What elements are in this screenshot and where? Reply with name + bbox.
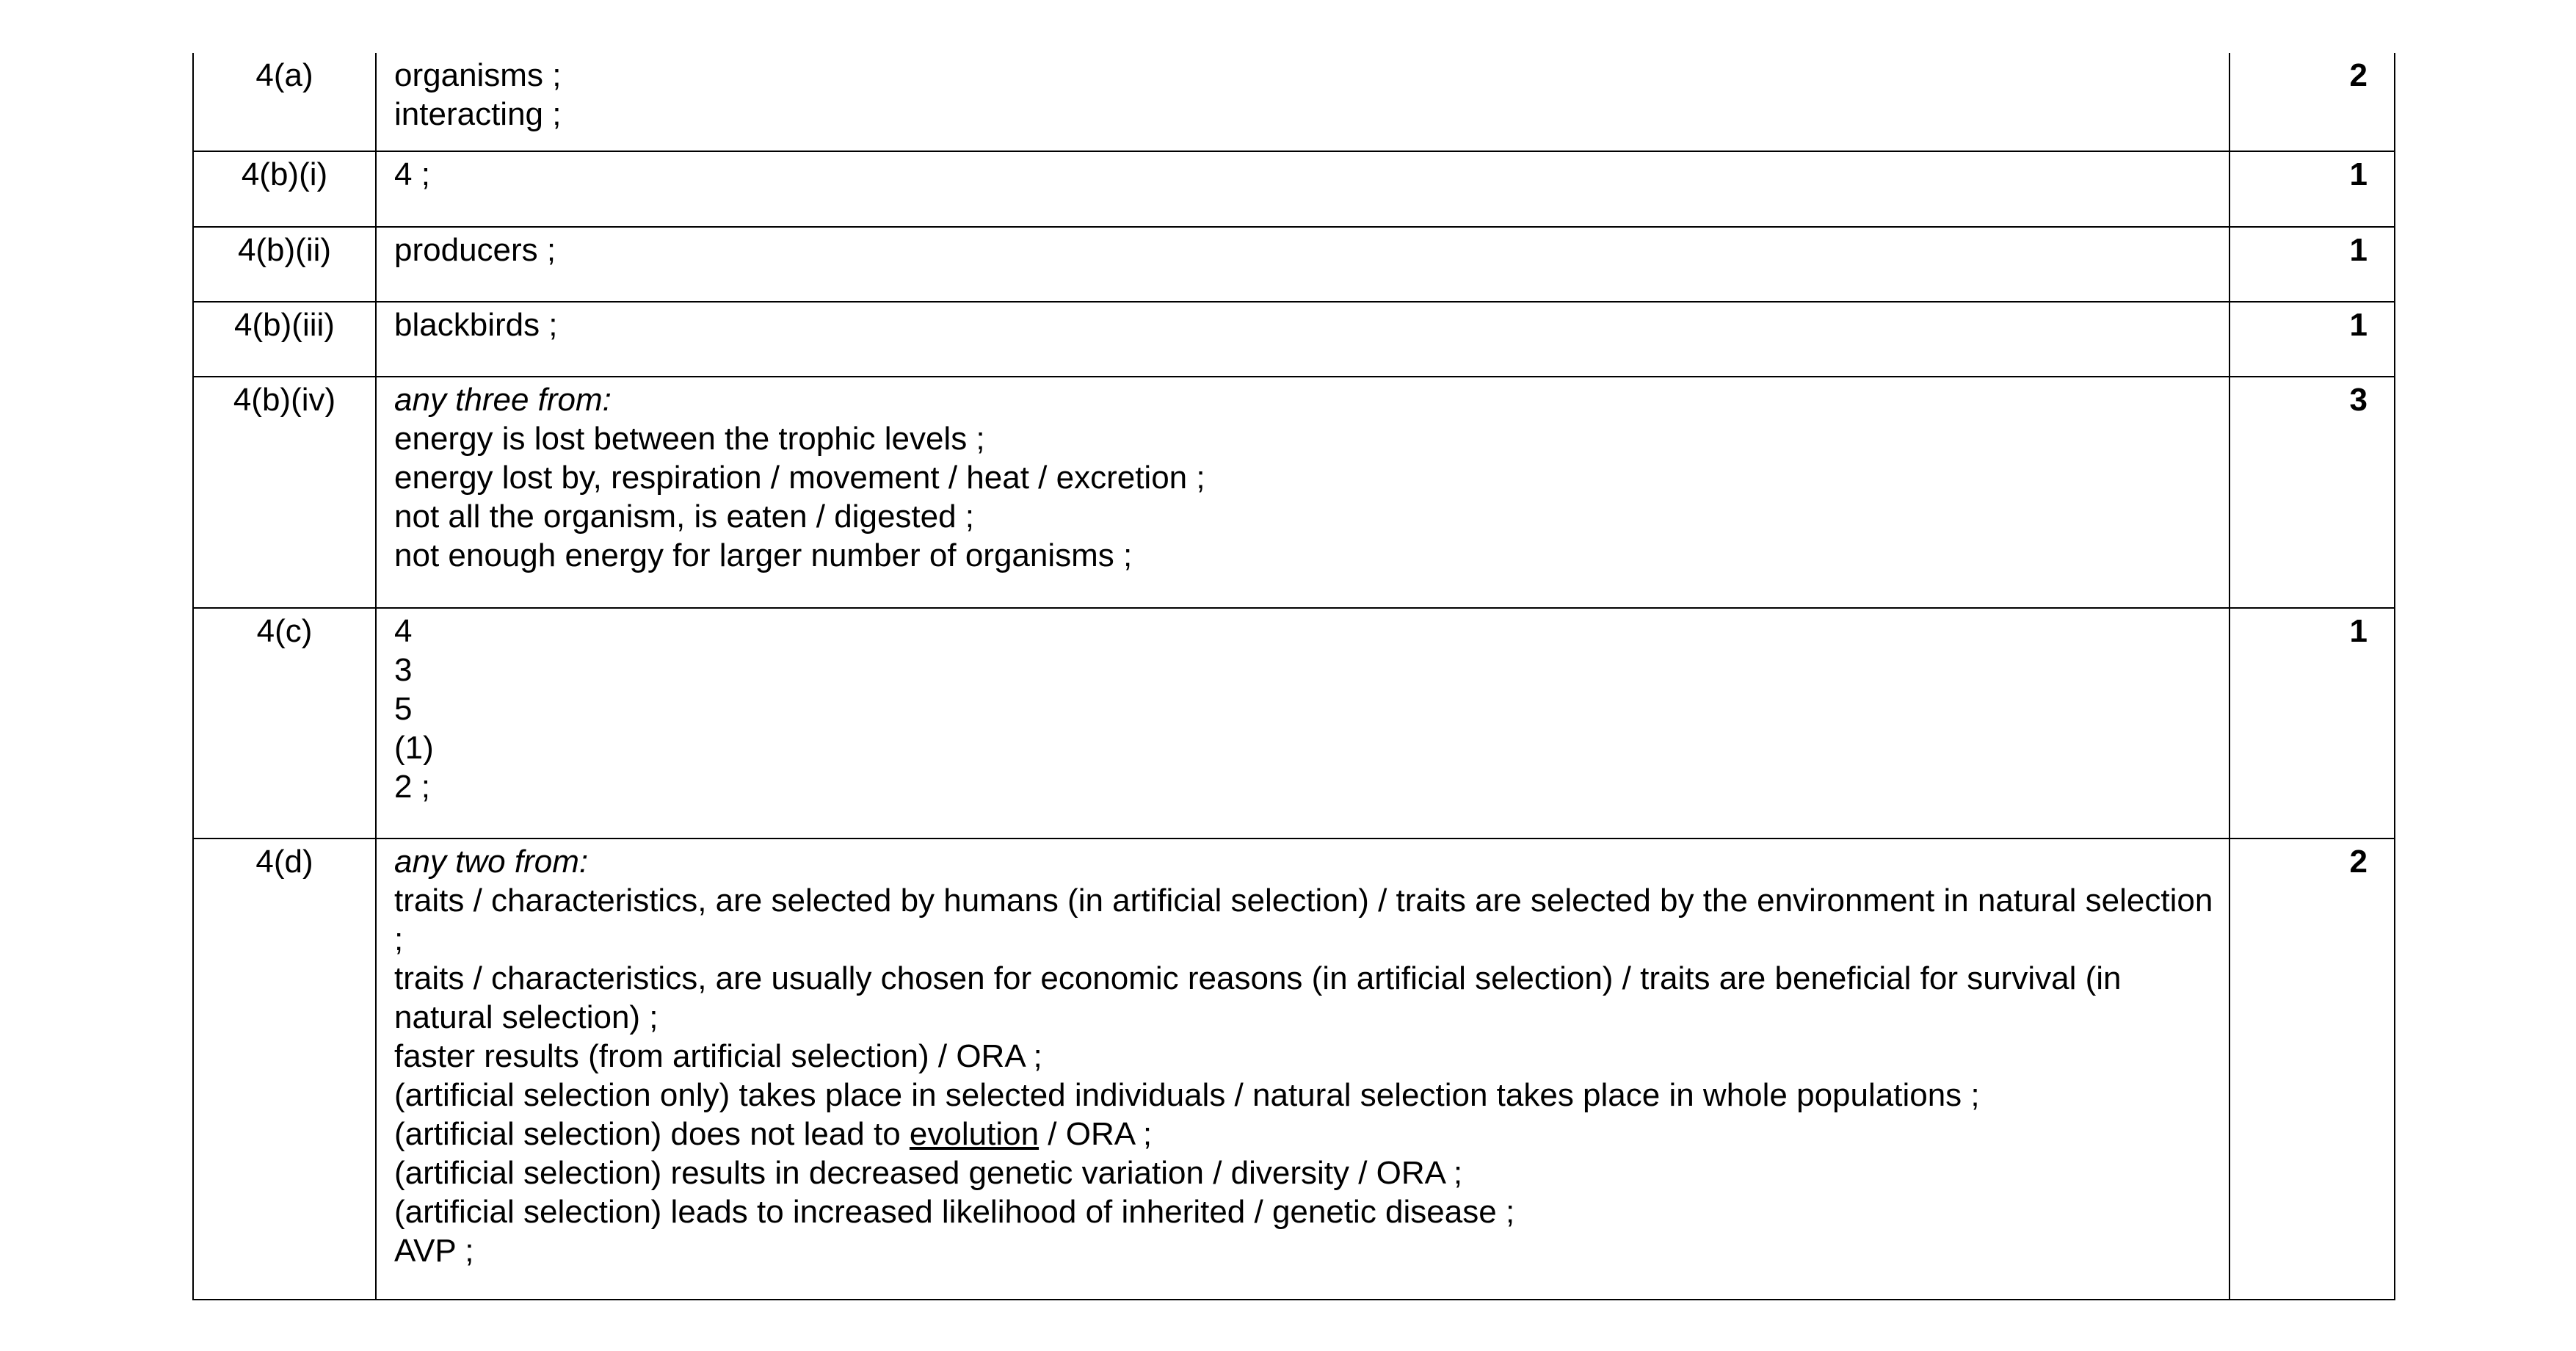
table-row: [193, 227, 2395, 302]
marks: 1: [2229, 608, 2395, 839]
answer-line: 2 ;: [394, 769, 430, 805]
question-number: 4(b)(iv): [193, 377, 376, 608]
answer-cell: [376, 53, 2229, 151]
question-number: 4(d): [193, 839, 376, 1300]
answer-line: energy lost by, respiration / movement / heat / excretion ;: [394, 460, 1205, 496]
answer-cell: [376, 227, 2229, 302]
table-row: [193, 151, 2395, 227]
answer-line: faster results (from artificial selection) / ORA ;: [394, 1038, 1042, 1074]
marks: 2: [2229, 839, 2395, 1300]
answer-cell: [376, 302, 2229, 377]
question-number: 4(b)(ii): [193, 227, 376, 302]
answer-line: energy is lost between the trophic levels ;: [394, 421, 985, 457]
table-row: [193, 302, 2395, 377]
answer-line: (1): [394, 730, 434, 766]
table-row: [193, 839, 2395, 1300]
answer-line: [394, 1115, 2214, 1153]
answer-line: 3: [394, 652, 413, 688]
marks: 1: [2229, 151, 2395, 227]
answer-cell: [376, 151, 2229, 227]
answer-line: traits / characteristics, are selected by humans (in artificial selection) / traits are selected by the environment in natural selection ;: [394, 883, 2222, 957]
answer-line: interacting ;: [394, 96, 562, 132]
answer-line: traits / characteristics, are usually chosen for economic reasons (in artificial selection) / traits are beneficial for survival (in natural selection) ;: [394, 960, 2130, 1035]
answer-text: (artificial selection) does not lead to: [394, 1116, 910, 1152]
answer-line: producers ;: [394, 232, 556, 268]
table-row: [193, 53, 2395, 151]
answer-line: AVP ;: [394, 1233, 474, 1269]
answer-cell: [376, 839, 2229, 1300]
marks: 1: [2229, 302, 2395, 377]
marks: 2: [2229, 53, 2395, 151]
answer-line: 5: [394, 691, 413, 727]
question-number: 4(c): [193, 608, 376, 839]
answer-line: blackbirds ;: [394, 307, 558, 343]
underlined-keyword: evolution: [909, 1116, 1040, 1152]
mark-scheme-table: [192, 53, 2395, 1300]
answer-intro: any two from:: [394, 844, 589, 880]
question-number: 4(b)(i): [193, 151, 376, 227]
answer-line: (artificial selection only) takes place in selected individuals / natural selection takes place in whole populations ;: [394, 1077, 1980, 1113]
answer-cell: [376, 608, 2229, 839]
answer-line: (artificial selection) leads to increased likelihood of inherited / genetic disease ;: [394, 1194, 1515, 1230]
marks: 1: [2229, 227, 2395, 302]
answer-line: not enough energy for larger number of organisms ;: [394, 537, 1133, 573]
answer-intro: any three from:: [394, 382, 612, 418]
answer-line: not all the organism, is eaten / digested ;: [394, 499, 975, 535]
answer-line: organisms ;: [394, 57, 562, 93]
answer-line: (artificial selection) results in decreased genetic variation / diversity / ORA ;: [394, 1155, 1463, 1191]
question-number: 4(a): [193, 53, 376, 151]
table-row: [193, 377, 2395, 608]
answer-line: 4: [394, 613, 413, 649]
marks: 3: [2229, 377, 2395, 608]
answer-cell: [376, 377, 2229, 608]
table-row: [193, 608, 2395, 839]
answer-line: 4 ;: [394, 156, 430, 192]
question-number: 4(b)(iii): [193, 302, 376, 377]
answer-text: / ORA ;: [1039, 1116, 1153, 1152]
